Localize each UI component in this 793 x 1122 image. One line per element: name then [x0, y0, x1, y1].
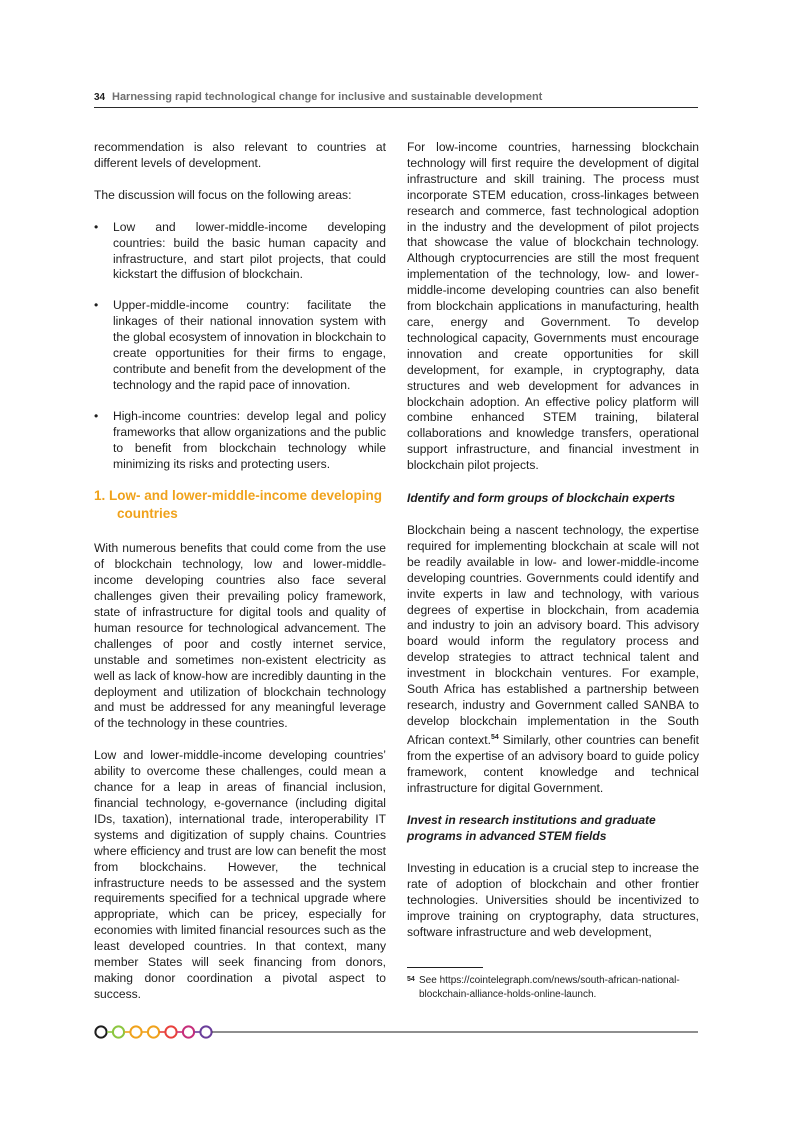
paragraph: With numerous benefits that could come from the use of blockchain technology, low and lower-middle-income developing countries also face several challenges given their prevailing policy framework, state of infrastructure for digital tools and quality of human resource for technological advancement. The challenges of poor and costly internet service, unstable and sometimes non-existent electricity as well as lack of know-how are incredibly daunting in the deployment and utilization of blockchain technology and must be addressed for any meaningful leverage of the technology in these countries. [94, 541, 386, 731]
paragraph-text: Blockchain being a nascent technology, the expertise required for implementing blockchain at scale will not be readily available in low- and lower-middle-income developing countries. Governments could identify and invite experts in law and technology, with various degrees of expertise in blockchain, from academia and industry to join an advisory board. This advisory board would inform the regulatory process and develop strategies to attract technical talent and investment in blockchain ventures. For example, South Africa has established a partnership between research, industry and Government called SANBA to develop blockchain implementation in the South African context. [407, 523, 699, 747]
focus-areas-list [94, 220, 386, 473]
header-divider [94, 107, 698, 108]
footer-circle [200, 1026, 211, 1037]
footer-decoration [94, 1023, 698, 1041]
footnote [407, 974, 699, 1001]
footnote-reference[interactable]: 54 [490, 733, 499, 741]
subheading: Invest in research institutions and graduate programs in advanced STEM fields [407, 813, 656, 844]
bullet-icon: • [94, 298, 99, 313]
footnote-divider [407, 967, 483, 968]
running-title: Harnessing rapid technological change for inclusive and sustainable development [112, 91, 543, 103]
paragraph: The discussion will focus on the following areas: [94, 187, 352, 202]
footer-circle [113, 1026, 124, 1037]
footer-circle [183, 1026, 194, 1037]
paragraph: Low and lower-middle-income developing countries’ ability to overcome these challenges, could mean a chance for a leap in areas of financial inclusion, financial technology, e-governance (including digital IDs, taxation), international trade, interoperability IT systems and digitization of supply chains. Countries where efficiency and trust are low can benefit the most from blockchains. However, the technical infrastructure needs to be assessed and the system requirements specified for a technical upgrade where appropriate, which can be pricey, especially for economies with limited financial resources such as the least developed countries. In that context, many member States will seek financing from donors, making donor coordination a pivotal aspect to success. [94, 748, 386, 1001]
footnote-number: 54 [407, 976, 415, 983]
section-heading: 1. Low- and lower-middle-income developing countries [94, 488, 383, 522]
running-header [94, 90, 698, 108]
list-item [94, 220, 386, 284]
footer-circle [165, 1026, 176, 1037]
paragraph-text: Similarly, other countries can benefit from the expertise of an advisory board to guide policy framework, content knowledge and technical infrastructure for digital Government. [407, 732, 699, 795]
footer-circle [148, 1026, 159, 1037]
paragraph: For low-income countries, harnessing blockchain technology will first require the development of digital infrastructure and skill training. The process must incorporate STEM education, cross-linkages between research and commerce, fast technological adoption in the industry and the development of pilot projects that showcase the value of blockchain technology. Although cryptocurrencies are still the most frequent implementation of the technology, low- and lower-middle-income developing countries can also benefit from blockchain applications in manufacturing, health care, energy and Government. To develop technological capacity, Governments must encourage innovation and create opportunities for skill development, for example, in cryptography, data structures and web development for advances in blockchain adoption. An effective policy platform will combine enhanced STEM training, bilateral collaborations and knowledge transfers, operational support infrastructure, and financial investment in blockchain pilot projects. [407, 140, 699, 473]
footer-circles-icon [95, 1026, 218, 1037]
left-column [94, 140, 386, 1019]
subheading: Identify and form groups of blockchain experts [407, 491, 676, 506]
list-item [94, 298, 386, 393]
page-footer [94, 1023, 698, 1041]
footer-circle [95, 1026, 106, 1037]
paragraph: Investing in education is a crucial step to increase the rate of adoption of blockchain and other frontier technologies. Universities should be incentivized to improve training on cryptography, data structures, software infrastructure and web development, [407, 861, 699, 940]
paragraph: recommendation is also relevant to countries at different levels of development. [94, 140, 386, 170]
list-item-text: High-income countries: develop legal and policy frameworks that allow organizations and the public to benefit from blockchain technology while minimizing its risks and protecting users. [113, 408, 386, 471]
list-item-text: Low and lower-middle-income developing countries: build the basic human capacity and infrastructure, and start pilot projects, that could kickstart the diffusion of blockchain. [113, 219, 386, 282]
list-item [94, 409, 386, 473]
footnote-text[interactable]: See https://cointelegraph.com/news/south-african-national-blockchain-alliance-holds-online-launch. [419, 975, 680, 1000]
bullet-icon: • [94, 408, 99, 423]
right-column [407, 140, 699, 957]
bullet-icon: • [94, 219, 99, 234]
page-number: 34 [94, 92, 106, 103]
list-item-text: Upper-middle-income country: facilitate the linkages of their national innovation system with the global ecosystem of innovation in blockchain to create opportunities for their firms to engage, contribute and benefit from the development of the technology and the rapid pace of innovation. [113, 298, 386, 392]
footer-circle [130, 1026, 141, 1037]
paragraph [407, 523, 699, 796]
